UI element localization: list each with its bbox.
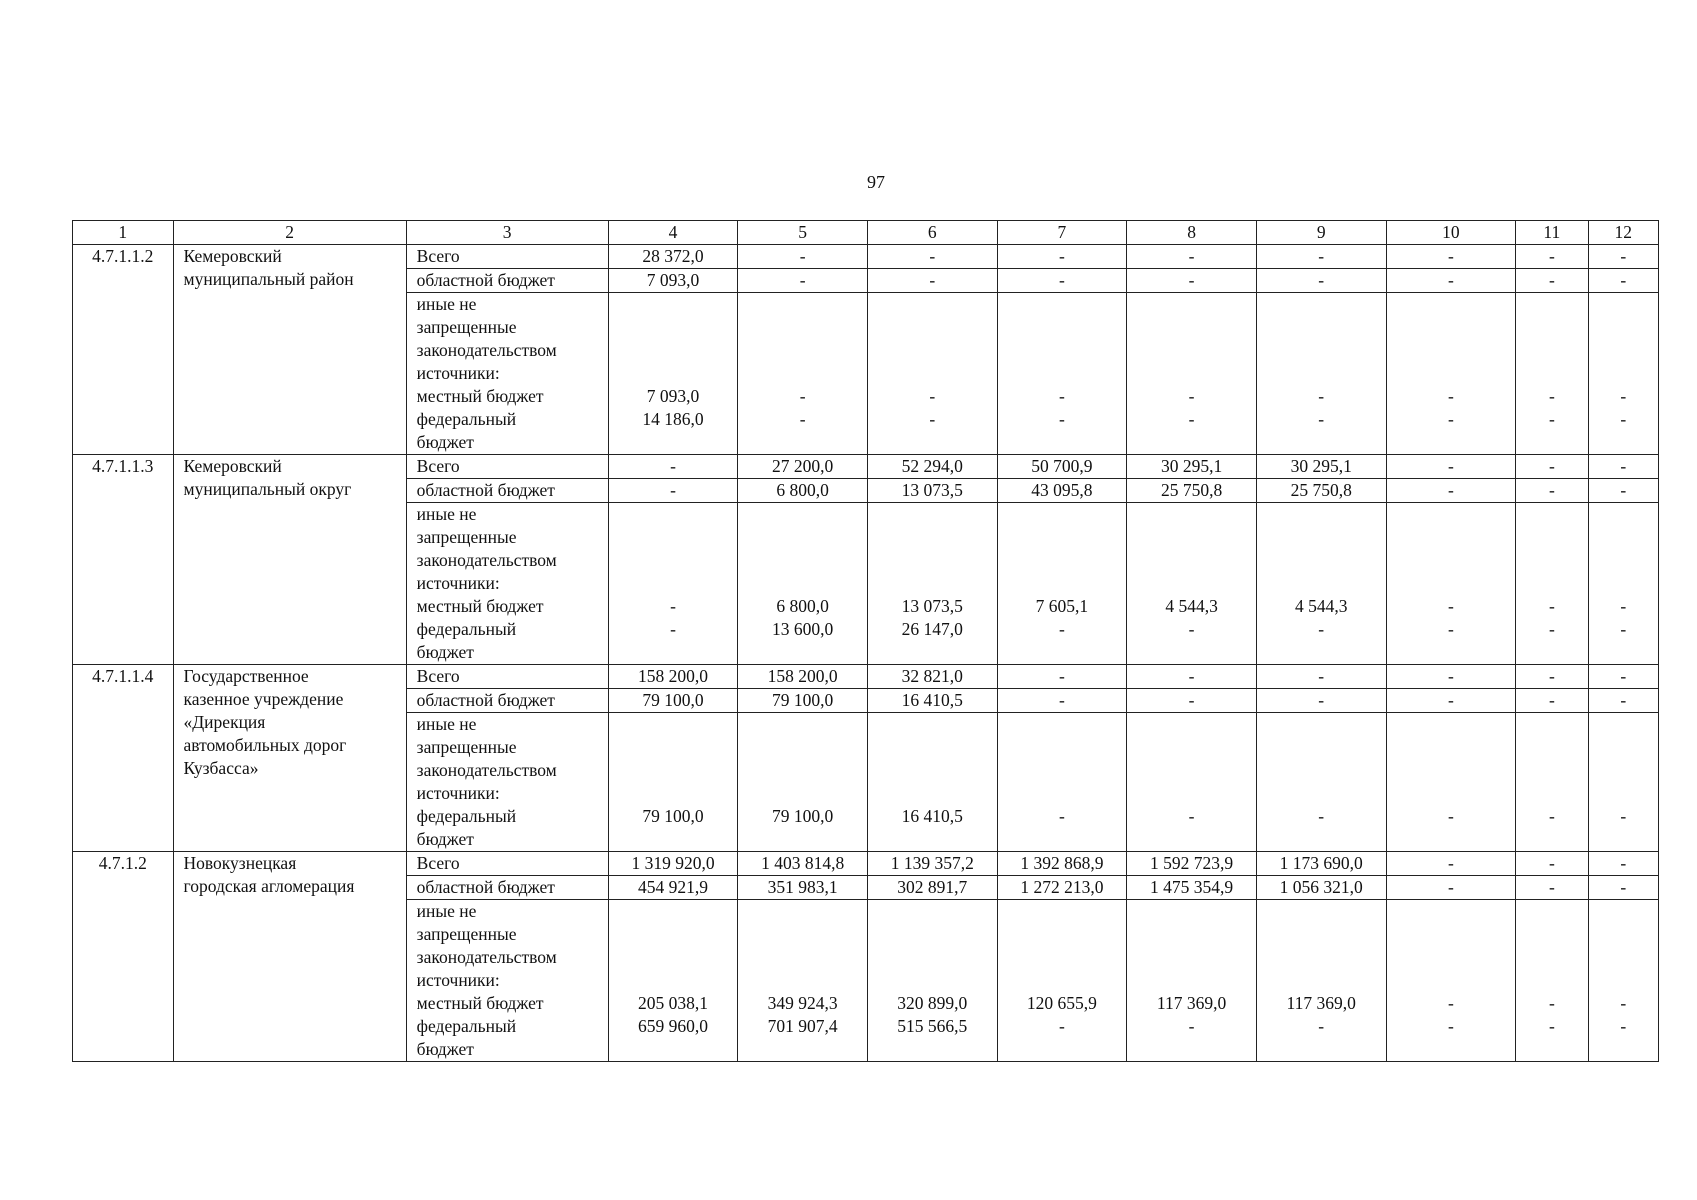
regional-value-cell: - (1386, 479, 1516, 503)
item-name-line: Кемеровский (183, 246, 282, 266)
item-name (173, 852, 406, 1062)
regional-value-cell: - (1386, 876, 1516, 900)
source-value: 14 186,0 (642, 409, 704, 429)
source-value: - (1188, 409, 1195, 429)
total-value-cell: 158 200,0 (608, 665, 738, 689)
source-value: - (929, 386, 936, 406)
source-value-cell (1256, 293, 1386, 455)
item-name-line: муниципальный округ (183, 479, 352, 499)
total-value-cell: - (997, 665, 1127, 689)
source-value-cell (1588, 293, 1658, 455)
source-value: - (670, 596, 676, 616)
source-value-cell (608, 503, 738, 665)
source-value-cell (867, 713, 997, 852)
source-value-cell (1386, 293, 1516, 455)
item-name (173, 455, 406, 665)
source-label-line: местный бюджет (416, 386, 544, 406)
total-value-cell: - (1516, 665, 1588, 689)
source-label-line: бюджет (416, 642, 474, 662)
source-label-line: федеральный (416, 619, 517, 639)
total-value-cell: - (1386, 455, 1516, 479)
header-cell: 9 (1256, 221, 1386, 245)
source-value-cell (1516, 293, 1588, 455)
item-name-line: Государственное (183, 666, 309, 686)
source-label-line: бюджет (416, 829, 474, 849)
source-value: - (1318, 619, 1325, 639)
regional-value-cell: - (1516, 876, 1588, 900)
regional-value-cell: 79 100,0 (608, 689, 738, 713)
source-value: 26 147,0 (901, 619, 963, 639)
source-value: - (1620, 1016, 1627, 1036)
source-value-cell (1386, 503, 1516, 665)
item-name-line: Кемеровский (183, 456, 282, 476)
source-label-line: бюджет (416, 1039, 474, 1059)
source-value: - (1447, 596, 1454, 616)
source-value: 16 410,5 (901, 806, 963, 826)
total-value-cell: 32 821,0 (867, 665, 997, 689)
regional-value-cell: 7 093,0 (608, 269, 738, 293)
source-value: 13 073,5 (901, 596, 963, 616)
item-code: 4.7.1.2 (73, 852, 174, 1062)
other-sources-label (406, 293, 608, 455)
source-value: - (929, 409, 936, 429)
total-value-cell: 1 319 920,0 (608, 852, 738, 876)
source-value: - (1188, 619, 1195, 639)
source-value: - (1620, 596, 1627, 616)
header-cell: 12 (1588, 221, 1658, 245)
regional-value-cell: 454 921,9 (608, 876, 738, 900)
total-value-cell: 1 173 690,0 (1256, 852, 1386, 876)
regional-value-cell: 43 095,8 (997, 479, 1127, 503)
other-sources-line: запрещенные (416, 924, 517, 944)
source-value: 120 655,9 (1026, 993, 1097, 1013)
source-value: - (1548, 993, 1555, 1013)
source-value: 79 100,0 (772, 806, 834, 826)
total-value-cell: - (997, 245, 1127, 269)
source-value: - (1188, 386, 1195, 406)
source-value-cell (1127, 503, 1257, 665)
regional-value-cell: 1 056 321,0 (1256, 876, 1386, 900)
regional-value-cell: - (1516, 689, 1588, 713)
total-value-cell: 30 295,1 (1127, 455, 1257, 479)
source-value: 4 544,3 (1294, 596, 1348, 616)
item-name-line: казенное учреждение (183, 689, 344, 709)
regional-value-cell: - (1256, 269, 1386, 293)
source-value: - (1447, 386, 1454, 406)
section-total-row (73, 665, 1659, 689)
other-sources-line: источники: (416, 783, 500, 803)
source-value: 79 100,0 (642, 806, 704, 826)
header-cell: 5 (738, 221, 868, 245)
total-label: Всего (406, 455, 608, 479)
regional-value-cell: - (1588, 269, 1658, 293)
header-cell: 2 (173, 221, 406, 245)
other-sources-line: иные не (416, 714, 477, 734)
total-value-cell: 30 295,1 (1256, 455, 1386, 479)
source-value-cell (1516, 900, 1588, 1062)
source-value: - (1447, 619, 1454, 639)
total-value-cell: - (867, 245, 997, 269)
source-value: - (1447, 806, 1454, 826)
source-value: - (1548, 1016, 1555, 1036)
page-number: 97 (867, 172, 885, 192)
source-label-line: бюджет (416, 432, 474, 452)
regional-value-cell: 1 272 213,0 (997, 876, 1127, 900)
item-name-line: Новокузнецкая (183, 853, 297, 873)
source-value: - (1318, 409, 1325, 429)
header-cell: 4 (608, 221, 738, 245)
total-value-cell: 27 200,0 (738, 455, 868, 479)
item-name-line: городская агломерация (183, 876, 355, 896)
other-sources-line: законодательством (416, 340, 557, 360)
source-value-cell (608, 713, 738, 852)
source-value: 205 038,1 (638, 993, 708, 1013)
budget-table (72, 220, 1659, 1062)
total-value-cell: - (1516, 455, 1588, 479)
total-value-cell: - (1516, 852, 1588, 876)
regional-value-cell: 302 891,7 (867, 876, 997, 900)
source-value: - (1059, 409, 1065, 429)
total-value-cell: - (1127, 245, 1257, 269)
source-value: 659 960,0 (638, 1016, 708, 1036)
source-value: - (1059, 619, 1065, 639)
header-cell: 6 (867, 221, 997, 245)
source-value: - (1318, 1016, 1325, 1036)
source-value: - (1318, 386, 1325, 406)
source-value: - (799, 386, 806, 406)
regional-value-cell: 351 983,1 (738, 876, 868, 900)
source-value: 7 605,1 (1035, 596, 1089, 616)
source-value-cell (1386, 713, 1516, 852)
source-value-cell (738, 900, 868, 1062)
source-value: 117 369,0 (1286, 993, 1356, 1013)
source-value-cell (1256, 900, 1386, 1062)
source-value: 6 800,0 (776, 596, 829, 616)
source-value: - (1447, 993, 1454, 1013)
item-name-line: Кузбасса» (183, 758, 259, 778)
other-sources-line: запрещенные (416, 737, 517, 757)
source-value: 13 600,0 (772, 619, 834, 639)
other-sources-line: законодательством (416, 760, 557, 780)
total-value-cell: 52 294,0 (867, 455, 997, 479)
item-code: 4.7.1.1.3 (73, 455, 174, 665)
source-value: 349 924,3 (767, 993, 838, 1013)
total-value-cell: - (1256, 665, 1386, 689)
total-value-cell: - (1386, 852, 1516, 876)
source-value: - (1059, 1016, 1065, 1036)
source-value-cell (997, 503, 1127, 665)
source-value-cell (1588, 900, 1658, 1062)
source-value: - (1447, 409, 1454, 429)
source-value: - (1059, 386, 1065, 406)
item-name-line: муниципальный район (183, 269, 354, 289)
source-value: - (1620, 993, 1627, 1013)
other-sources-line: запрещенные (416, 527, 517, 547)
regional-value-cell: 13 073,5 (867, 479, 997, 503)
source-value: 515 566,5 (897, 1016, 968, 1036)
total-value-cell: 28 372,0 (608, 245, 738, 269)
source-value: - (1188, 806, 1195, 826)
total-label: Всего (406, 665, 608, 689)
total-value-cell: 1 139 357,2 (867, 852, 997, 876)
other-sources-label (406, 713, 608, 852)
source-label-line: местный бюджет (416, 993, 544, 1013)
other-sources-line: источники: (416, 573, 500, 593)
source-value-cell (738, 713, 868, 852)
item-name-line: «Дирекция (183, 712, 266, 732)
regional-value-cell: - (738, 269, 868, 293)
regional-value-cell: 25 750,8 (1127, 479, 1257, 503)
regional-value-cell: 16 410,5 (867, 689, 997, 713)
item-code: 4.7.1.1.4 (73, 665, 174, 852)
source-value-cell (867, 900, 997, 1062)
regional-label: областной бюджет (406, 479, 608, 503)
total-value-cell: 1 592 723,9 (1127, 852, 1257, 876)
source-value: - (1188, 1016, 1195, 1036)
other-sources-line: источники: (416, 363, 500, 383)
other-sources-line: законодательством (416, 947, 557, 967)
regional-label: областной бюджет (406, 269, 608, 293)
total-value-cell: - (1386, 665, 1516, 689)
other-sources-line: иные не (416, 294, 477, 314)
source-value: 4 544,3 (1165, 596, 1218, 616)
total-value-cell: - (1386, 245, 1516, 269)
header-cell: 8 (1127, 221, 1257, 245)
regional-value-cell: - (1588, 689, 1658, 713)
item-name (173, 245, 406, 455)
regional-label: областной бюджет (406, 876, 608, 900)
source-value: - (799, 409, 806, 429)
source-value-cell (1588, 503, 1658, 665)
source-label-line: федеральный (416, 409, 517, 429)
source-value-cell (1127, 900, 1257, 1062)
header-row (73, 221, 1659, 245)
source-value-cell (1256, 713, 1386, 852)
section-total-row (73, 455, 1659, 479)
item-code: 4.7.1.1.2 (73, 245, 174, 455)
total-value-cell: - (1588, 245, 1658, 269)
source-value: - (1548, 386, 1555, 406)
source-value-cell (1588, 713, 1658, 852)
source-value: - (670, 619, 676, 639)
source-value: - (1059, 806, 1065, 826)
source-value-cell (867, 293, 997, 455)
total-value-cell: - (1588, 665, 1658, 689)
other-sources-line: иные не (416, 901, 477, 921)
source-value-cell (1516, 713, 1588, 852)
total-label: Всего (406, 245, 608, 269)
item-name-line: автомобильных дорог (183, 735, 347, 755)
regional-value-cell: - (1516, 269, 1588, 293)
total-value-cell: 158 200,0 (738, 665, 868, 689)
other-sources-label (406, 503, 608, 665)
other-sources-line: законодательством (416, 550, 557, 570)
other-sources-line: иные не (416, 504, 477, 524)
source-value: - (1548, 619, 1555, 639)
regional-value-cell: 1 475 354,9 (1127, 876, 1257, 900)
header-cell: 7 (997, 221, 1127, 245)
regional-value-cell: - (1256, 689, 1386, 713)
source-value: - (1548, 806, 1555, 826)
other-sources-label (406, 900, 608, 1062)
regional-label: областной бюджет (406, 689, 608, 713)
source-value-cell (1386, 900, 1516, 1062)
source-value-cell (1516, 503, 1588, 665)
total-value-cell: - (1588, 852, 1658, 876)
total-value-cell: - (1588, 455, 1658, 479)
section-total-row (73, 852, 1659, 876)
regional-value-cell: - (608, 479, 738, 503)
source-value-cell (997, 900, 1127, 1062)
source-value: - (1620, 619, 1627, 639)
source-label-line: федеральный (416, 1016, 517, 1036)
source-value: 7 093,0 (646, 386, 700, 406)
total-value-cell: - (738, 245, 868, 269)
source-value-cell (997, 713, 1127, 852)
regional-value-cell: - (1516, 479, 1588, 503)
total-value-cell: 1 403 814,8 (738, 852, 868, 876)
source-value: - (1620, 409, 1627, 429)
total-value-cell: 50 700,9 (997, 455, 1127, 479)
regional-value-cell: - (1386, 689, 1516, 713)
source-value-cell (608, 900, 738, 1062)
regional-value-cell: - (1588, 876, 1658, 900)
source-value: 117 369,0 (1156, 993, 1227, 1013)
header-cell: 1 (73, 221, 174, 245)
total-value-cell: - (1256, 245, 1386, 269)
regional-value-cell: 25 750,8 (1256, 479, 1386, 503)
regional-value-cell: - (1127, 269, 1257, 293)
source-label-line: местный бюджет (416, 596, 544, 616)
source-value-cell (867, 503, 997, 665)
total-value-cell: - (1127, 665, 1257, 689)
regional-value-cell: - (997, 689, 1127, 713)
source-value-cell (608, 293, 738, 455)
source-value-cell (1127, 713, 1257, 852)
total-value-cell: 1 392 868,9 (997, 852, 1127, 876)
regional-value-cell: - (1588, 479, 1658, 503)
header-cell: 11 (1516, 221, 1588, 245)
source-value-cell (1127, 293, 1257, 455)
regional-value-cell: 79 100,0 (738, 689, 868, 713)
source-value: - (1620, 806, 1627, 826)
other-sources-line: источники: (416, 970, 500, 990)
item-name (173, 665, 406, 852)
regional-value-cell: - (867, 269, 997, 293)
total-label: Всего (406, 852, 608, 876)
source-value-cell (1256, 503, 1386, 665)
other-sources-line: запрещенные (416, 317, 517, 337)
regional-value-cell: 6 800,0 (738, 479, 868, 503)
source-value-cell (738, 293, 868, 455)
header-cell: 3 (406, 221, 608, 245)
source-value: - (1548, 409, 1555, 429)
source-value-cell (738, 503, 868, 665)
total-value-cell: - (608, 455, 738, 479)
regional-value-cell: - (1386, 269, 1516, 293)
regional-value-cell: - (997, 269, 1127, 293)
regional-value-cell: - (1127, 689, 1257, 713)
source-value: - (1620, 386, 1627, 406)
source-value: - (1548, 596, 1555, 616)
source-value: 320 899,0 (897, 993, 968, 1013)
source-value-cell (997, 293, 1127, 455)
source-value: 701 907,4 (767, 1016, 838, 1036)
section-total-row (73, 245, 1659, 269)
source-label-line: федеральный (416, 806, 517, 826)
source-value: - (1447, 1016, 1454, 1036)
total-value-cell: - (1516, 245, 1588, 269)
header-cell: 10 (1386, 221, 1516, 245)
source-value: - (1318, 806, 1325, 826)
